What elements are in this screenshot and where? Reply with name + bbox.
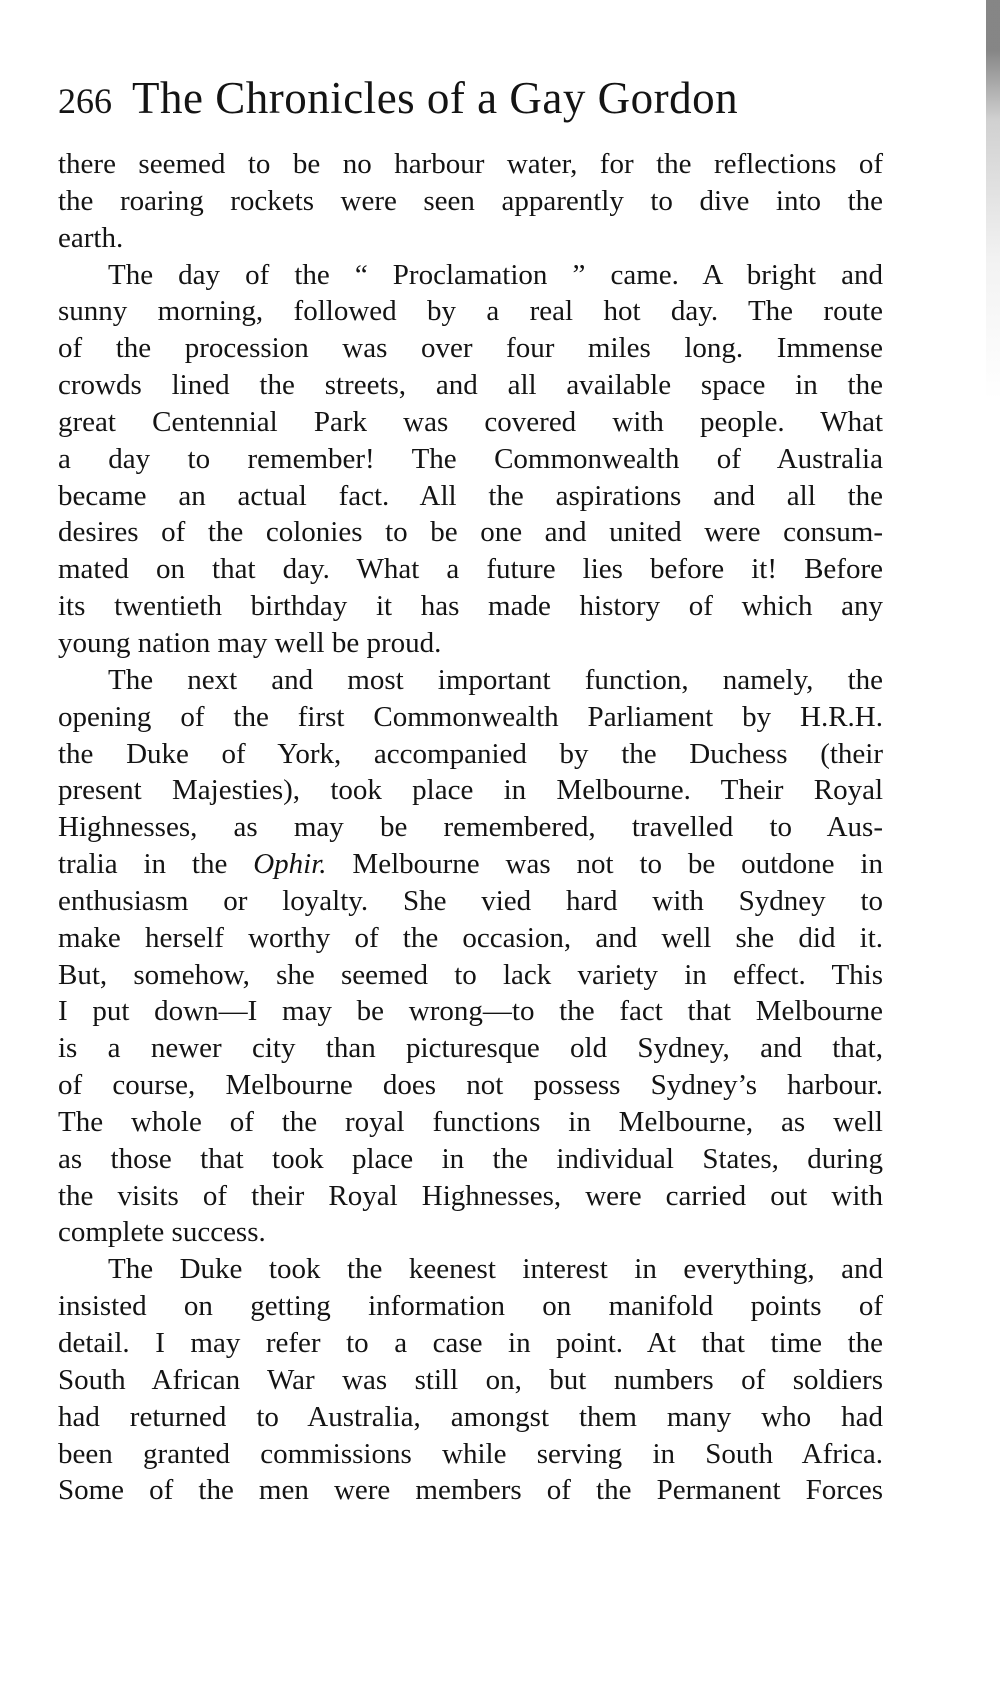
text-line: Some of the men were members of the Permanent Forces	[58, 1474, 883, 1507]
text-line: young nation may well be proud.	[58, 626, 442, 659]
scan-edge-shadow	[986, 0, 1000, 400]
text-line: as those that took place in the individual States, during	[58, 1142, 883, 1175]
text-line: desires of the colonies to be one and united were consum-	[58, 516, 883, 549]
text-line: the Duke of York, accompanied by the Duchess (their	[58, 737, 883, 770]
text-line: a day to remember! The Commonwealth of Australia	[58, 442, 883, 475]
running-title: The Chronicles of a Gay Gordon	[132, 73, 739, 123]
text-line: Highnesses, as may be remembered, travelled to Aus-	[58, 811, 883, 844]
text-line: great Centennial Park was covered with people. What	[58, 405, 883, 438]
ship-name: Ophir.	[253, 848, 327, 881]
body-text	[58, 146, 883, 1509]
text-line: became an actual fact. All the aspirations and all the	[58, 479, 883, 512]
text-line: opening of the first Commonwealth Parliament by H.R.H.	[58, 700, 883, 733]
text-line: of the procession was over four miles long. Immense	[58, 332, 883, 365]
text-line: sunny morning, followed by a real hot day. The route	[58, 295, 883, 328]
text-line: detail. I may refer to a case in point. At that time the	[58, 1327, 883, 1359]
text-line: The day of the “ Proclamation ” came. A bright and	[108, 258, 883, 291]
text-line: had returned to Australia, amongst them many who had	[58, 1400, 883, 1433]
text-line: been granted commissions while serving in South Africa.	[58, 1437, 883, 1470]
text-line: the visits of their Royal Highnesses, were carried out with	[58, 1179, 883, 1212]
text-line: But, somehow, she seemed to lack variety in effect. This	[58, 958, 883, 991]
text-line: make herself worthy of the occasion, and well she did it.	[58, 921, 883, 954]
text-line: The Duke took the keenest interest in everything, and	[108, 1253, 883, 1286]
text-line: its twentieth birthday it has made history of which any	[58, 590, 883, 623]
text-line: present Majesties), took place in Melbourne. Their Royal	[58, 774, 883, 807]
page-header	[58, 72, 888, 132]
text-segment: tralia in the	[58, 848, 254, 881]
text-line: of course, Melbourne does not possess Sydney’s harbour.	[58, 1069, 883, 1102]
text-line: crowds lined the streets, and all available space in the	[58, 369, 883, 402]
text-line: South African War was still on, but numbers of soldiers	[58, 1363, 883, 1396]
text-line: enthusiasm or loyalty. She vied hard with Sydney to	[58, 884, 883, 917]
text-line: The whole of the royal functions in Melbourne, as well	[58, 1105, 883, 1138]
text-line: insisted on getting information on manifold points of	[58, 1290, 883, 1323]
text-line: the roaring rockets were seen apparently to dive into the	[58, 184, 883, 217]
text-line: complete success.	[58, 1216, 266, 1249]
text-line: earth.	[58, 221, 124, 254]
text-line: I put down—I may be wrong—to the fact that Melbourne	[58, 995, 883, 1028]
text-segment: Melbourne was not to be outdone in	[326, 848, 883, 881]
page-number: 266	[58, 81, 112, 121]
text-line: there seemed to be no harbour water, for the reflections of	[58, 148, 883, 180]
text-line: The next and most important function, namely, the	[108, 663, 883, 696]
text-line: mated on that day. What a future lies before it! Before	[58, 553, 883, 586]
text-line: is a newer city than picturesque old Sydney, and that,	[58, 1032, 883, 1065]
text-line-with-italic	[58, 846, 883, 883]
